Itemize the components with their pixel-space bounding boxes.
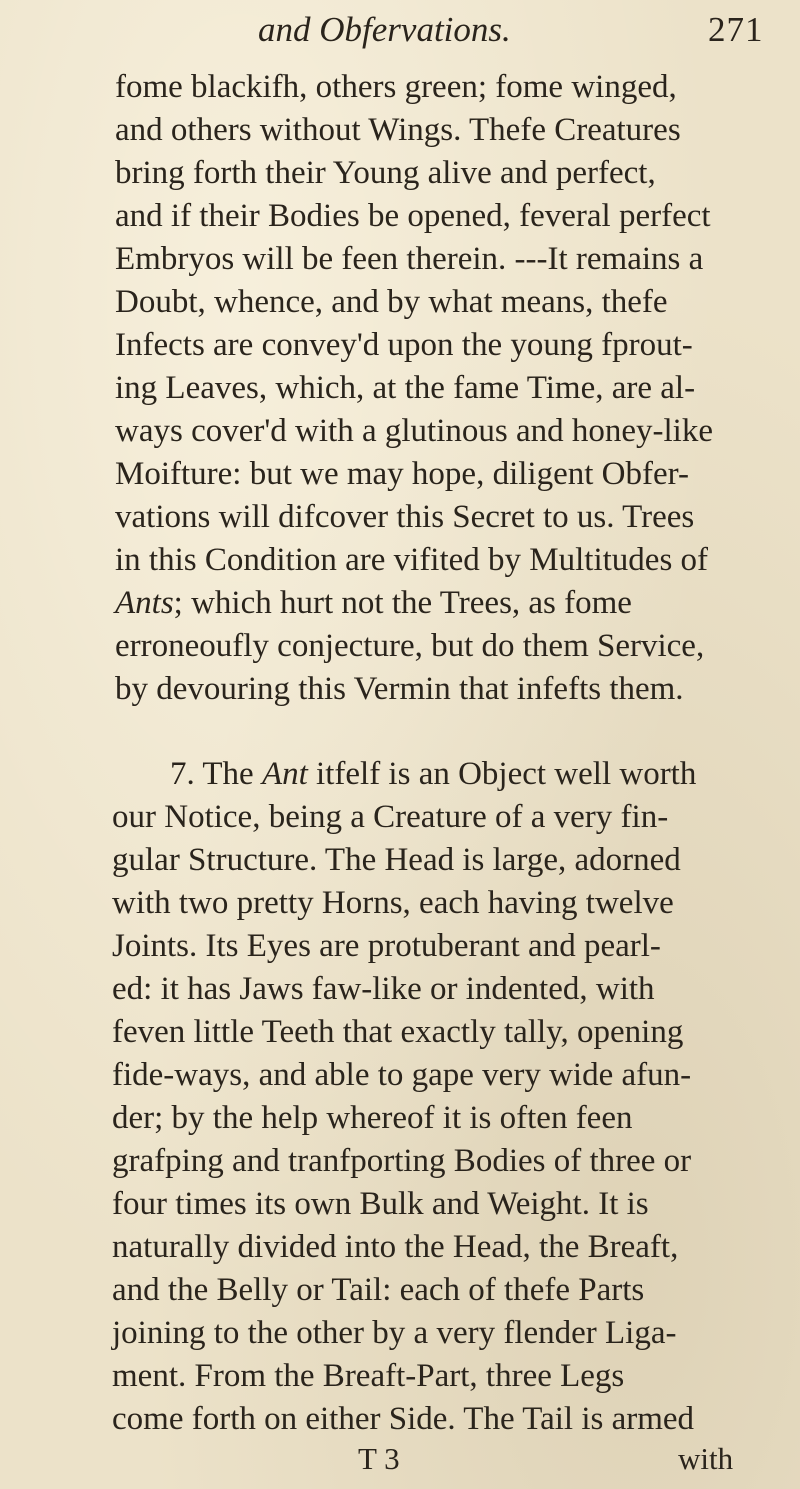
text-line: fome blackifh, others green; fome winged, xyxy=(115,69,677,105)
text-line xyxy=(170,752,696,796)
italic-word: Ants xyxy=(115,585,174,621)
text-line: Infects are convey'd upon the young fprout- xyxy=(115,327,693,363)
text-span: itfelf is an Object well worth xyxy=(307,756,697,792)
text-line: Moifture: but we may hope, diligent Obfer- xyxy=(115,456,689,492)
text-line: ing Leaves, which, at the fame Time, are al- xyxy=(115,370,696,406)
page-number: 271 xyxy=(708,10,764,49)
text-line: vations will difcover this Secret to us. Trees xyxy=(115,499,695,535)
signature-mark: T 3 xyxy=(358,1441,400,1476)
text-span: 7. The xyxy=(170,756,262,792)
text-line: ed: it has Jaws faw-like or indented, with xyxy=(112,971,655,1007)
text-line: Joints. Its Eyes are protuberant and pearl- xyxy=(112,928,661,964)
text-line: with two pretty Horns, each having twelve xyxy=(112,885,674,921)
text-line: and others without Wings. Thefe Creatures xyxy=(115,112,681,148)
text-line: ment. From the Breaft-Part, three Legs xyxy=(112,1358,625,1394)
text-span: ; which hurt not the Trees, as fome xyxy=(173,585,632,621)
text-line: four times its own Bulk and Weight. It is xyxy=(112,1186,649,1222)
text-line: gular Structure. The Head is large, adorned xyxy=(112,842,681,878)
text-line: grafping and tranfporting Bodies of three or xyxy=(112,1143,692,1179)
text-line: naturally divided into the Head, the Breaft, xyxy=(112,1229,679,1265)
running-title: and Obfervations. xyxy=(258,10,511,49)
text-line: Embryos will be feen therein. ---It remains a xyxy=(115,241,704,277)
text-line: come forth on either Side. The Tail is armed xyxy=(112,1401,695,1437)
page-header xyxy=(0,0,800,60)
text-line: feven little Teeth that exactly tally, opening xyxy=(112,1014,684,1050)
text-line: ways cover'd with a glutinous and honey-like xyxy=(115,413,713,449)
text-line: and if their Bodies be opened, feveral perfect xyxy=(115,198,711,234)
text-line: our Notice, being a Creature of a very fin- xyxy=(112,799,669,835)
text-line: fide-ways, and able to gape very wide afun- xyxy=(112,1057,692,1093)
italic-word: Ant xyxy=(261,756,308,792)
text-line: der; by the help whereof it is often feen xyxy=(112,1100,633,1136)
text-line: in this Condition are vifited by Multitudes of xyxy=(115,542,709,578)
text-line: joining to the other by a very flender Liga- xyxy=(112,1315,677,1351)
text-line: Doubt, whence, and by what means, thefe xyxy=(115,284,668,320)
text-line xyxy=(115,581,632,625)
text-line: and the Belly or Tail: each of thefe Parts xyxy=(112,1272,645,1308)
catchword: with xyxy=(678,1441,734,1476)
text-line: by devouring this Vermin that infefts them. xyxy=(115,671,684,707)
text-line: erroneoufly conjecture, but do them Service, xyxy=(115,628,705,664)
text-line: bring forth their Young alive and perfect, xyxy=(115,155,656,191)
